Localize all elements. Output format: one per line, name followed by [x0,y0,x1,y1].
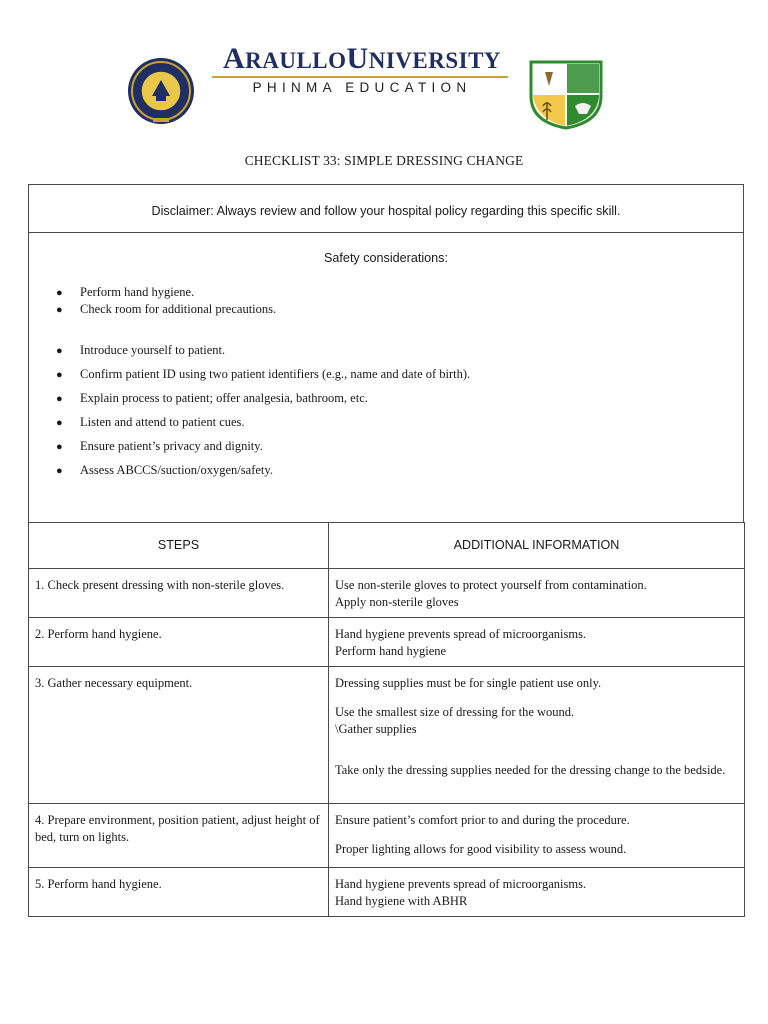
disclaimer-text: Disclaimer: Always review and follow your hospital policy regarding this specific skill. [151,204,621,218]
university-name-second: UNIVERSITY [346,42,502,75]
info-cell [329,569,745,618]
safety-considerations-heading: Safety considerations: [324,251,448,265]
bullet-icon: ● [56,345,63,357]
info-line: Dressing supplies must be for single patient use only. [335,676,602,690]
safety-item: ● Confirm patient ID using two patient identifiers (e.g., name and date of birth). [56,367,471,381]
info-column-header: ADDITIONAL INFORMATION [329,523,745,569]
table-row [29,618,745,667]
disclaimer-box [28,184,744,233]
bullet-icon: ● [56,304,63,316]
info-line: Use non-sterile gloves to protect yourself from contamination. [335,578,647,592]
step-cell: 3. Gather necessary equipment. [29,667,329,804]
info-cell [329,804,745,868]
step-cell: 1. Check present dressing with non-sterile gloves. [29,569,329,618]
info-line: \Gather supplies [335,722,417,736]
steps-table [28,522,745,917]
info-line: Take only the dressing supplies needed for the dressing change to the bedside. [335,763,726,777]
info-line: Hand hygiene with ABHR [335,894,468,908]
info-line: Hand hygiene prevents spread of microorganisms. [335,877,587,891]
safety-item: ● Ensure patient’s privacy and dignity. [56,439,263,453]
safety-considerations-box [28,232,744,523]
bullet-icon: ● [56,393,63,405]
university-subtitle: PHINMA EDUCATION [252,80,472,95]
info-line: Perform hand hygiene [335,644,447,658]
info-cell [329,667,745,804]
info-cell [329,868,745,917]
table-row [29,667,745,804]
safety-item: ● Introduce yourself to patient. [56,343,226,357]
safety-item: ● Perform hand hygiene. [56,285,195,299]
safety-item: ● Explain process to patient; offer analgesia, bathroom, etc. [56,391,368,405]
info-line: Use the smallest size of dressing for the wound. [335,705,575,719]
bullet-icon: ● [56,465,63,477]
college-shield-logo [527,56,605,130]
step-cell: 2. Perform hand hygiene. [29,618,329,667]
info-line: Apply non-sterile gloves [335,595,459,609]
safety-item: ● Assess ABCCS/suction/oxygen/safety. [56,463,273,477]
steps-column-header: STEPS [29,523,329,569]
university-name: ARAULLOUNIVERSITY [222,42,502,75]
university-name-first: RAULLO [245,48,347,73]
bullet-icon: ● [56,441,63,453]
step-cell: 5. Perform hand hygiene. [29,868,329,917]
header-gold-rule [212,76,508,78]
bullet-icon: ● [56,369,63,381]
table-header-row [29,523,745,569]
bullet-icon: ● [56,417,63,429]
table-row [29,804,745,868]
info-line: Hand hygiene prevents spread of microorganisms. [335,627,587,641]
checklist-title: CHECKLIST 33: SIMPLE DRESSING CHANGE [244,153,524,168]
step-cell: 4. Prepare environment, position patient, adjust height of bed, turn on lights. [29,804,329,868]
bullet-icon: ● [56,287,63,299]
info-cell [329,618,745,667]
info-line: Ensure patient’s comfort prior to and during the procedure. [335,813,630,827]
info-line: Proper lighting allows for good visibility to assess wound. [335,842,627,856]
table-row [29,569,745,618]
university-seal-logo [126,56,196,126]
safety-item: ● Check room for additional precautions. [56,302,277,316]
table-row [29,868,745,917]
safety-item: ● Listen and attend to patient cues. [56,415,245,429]
